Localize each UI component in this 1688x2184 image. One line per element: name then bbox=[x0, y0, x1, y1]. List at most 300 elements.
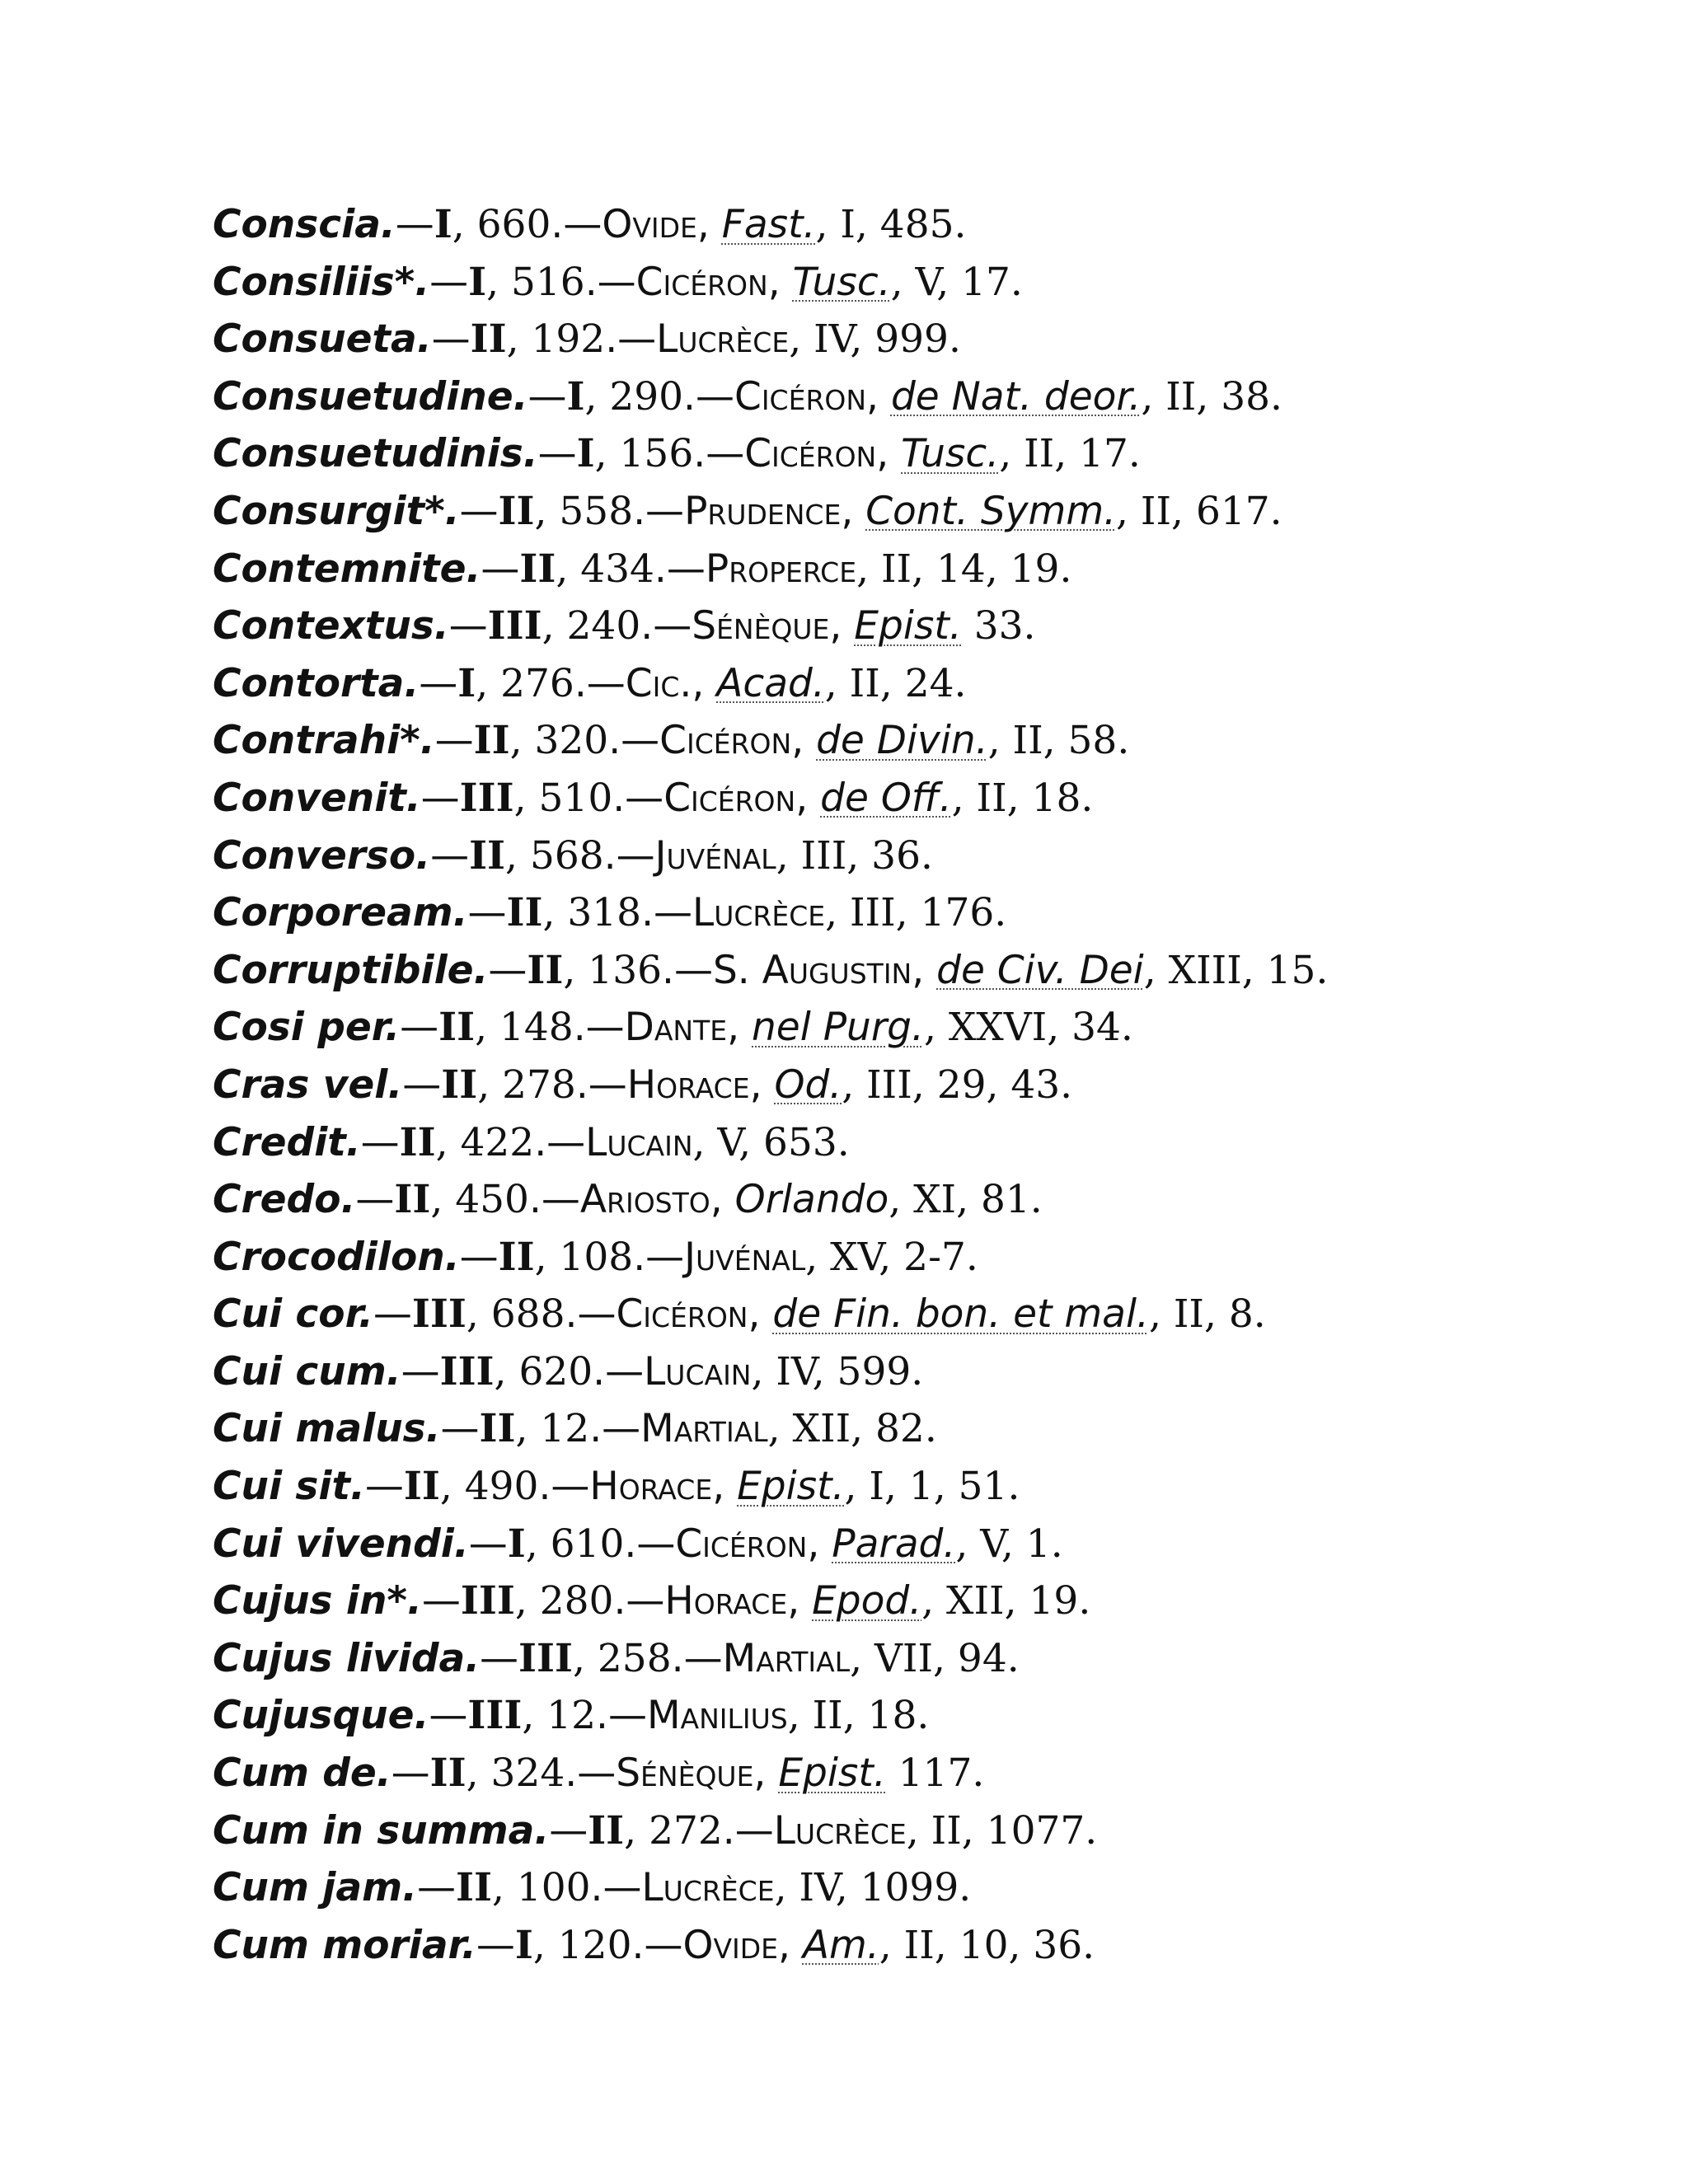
entry-keyword: Corruptibile. bbox=[213, 947, 489, 993]
period-dash-separator: .— bbox=[722, 1807, 774, 1854]
page-number: 568 bbox=[529, 832, 604, 879]
period-dash-separator: .— bbox=[574, 660, 626, 706]
comma-separator: , bbox=[452, 202, 477, 247]
author-name: Ovide bbox=[682, 1922, 779, 1968]
period-dash-separator: .— bbox=[654, 546, 706, 592]
author-name: Lucain bbox=[644, 1348, 752, 1394]
comma-separator: , bbox=[692, 660, 717, 706]
volume-number: I bbox=[576, 431, 595, 477]
comma-separator: , bbox=[466, 1750, 491, 1797]
comma-separator: , bbox=[491, 1865, 517, 1911]
period-dash-separator: .— bbox=[528, 1177, 580, 1223]
work-title-link[interactable]: de Nat. deor. bbox=[890, 373, 1142, 419]
volume-number: II bbox=[588, 1807, 625, 1854]
entry-keyword: Credit. bbox=[213, 1119, 361, 1165]
em-dash-separator: — bbox=[459, 1234, 499, 1280]
index-entry bbox=[213, 1171, 1614, 1229]
entry-keyword: Cum de. bbox=[213, 1750, 392, 1797]
entry-keyword: Conscia. bbox=[213, 202, 396, 247]
index-entry bbox=[213, 1859, 1614, 1917]
comma-separator: , bbox=[841, 488, 866, 534]
page-number: 280 bbox=[539, 1578, 614, 1624]
em-dash-separator: — bbox=[434, 718, 474, 764]
page-number: 320 bbox=[534, 718, 609, 764]
period-dash-separator: .— bbox=[613, 1578, 665, 1624]
page-number: 558 bbox=[559, 488, 634, 534]
em-dash-separator: — bbox=[459, 488, 499, 534]
em-dash-separator: — bbox=[360, 1119, 400, 1165]
comma-separator: , bbox=[563, 947, 588, 993]
author-name: Cicéron bbox=[616, 1291, 748, 1338]
reference-locator: , III, 176. bbox=[825, 890, 1007, 936]
comma-separator: , bbox=[584, 373, 610, 419]
em-dash-separator: — bbox=[364, 1464, 404, 1510]
work-title-link[interactable]: Acad. bbox=[716, 660, 825, 706]
comma-separator: , bbox=[506, 316, 532, 363]
entry-keyword: Cosi per. bbox=[213, 1005, 401, 1051]
entry-keyword: Cras vel. bbox=[213, 1062, 403, 1108]
volume-number: I bbox=[457, 660, 476, 706]
work-title-link[interactable]: Cont. Symm. bbox=[865, 488, 1117, 534]
work-title-link[interactable]: Epist. bbox=[737, 1464, 845, 1510]
volume-number: I bbox=[468, 259, 487, 305]
volume-number: III bbox=[518, 1635, 574, 1681]
index-entry bbox=[213, 1630, 1614, 1688]
reference-locator: , II, 58. bbox=[987, 718, 1130, 764]
reference-locator: , VII, 94. bbox=[850, 1635, 1020, 1681]
page-number: 490 bbox=[464, 1464, 539, 1510]
period-dash-separator: .— bbox=[565, 1750, 617, 1797]
entry-keyword: Cui sit. bbox=[213, 1464, 365, 1510]
em-dash-separator: — bbox=[430, 832, 470, 879]
entry-keyword: Cui cum. bbox=[213, 1348, 401, 1394]
comma-separator: , bbox=[710, 1177, 735, 1223]
index-entry bbox=[213, 598, 1614, 655]
em-dash-separator: — bbox=[440, 1406, 480, 1452]
volume-number: III bbox=[439, 1348, 495, 1394]
period-dash-separator: .— bbox=[683, 373, 734, 419]
work-title-link[interactable]: Tusc. bbox=[792, 259, 891, 305]
entry-keyword: Consueta. bbox=[213, 316, 432, 363]
comma-separator: , bbox=[439, 1464, 465, 1510]
index-entry bbox=[213, 541, 1614, 598]
reference-locator: , II, 18. bbox=[951, 775, 1094, 821]
entry-keyword: Consurgit*. bbox=[213, 488, 460, 534]
work-title-link[interactable]: nel Purg. bbox=[752, 1005, 924, 1051]
em-dash-separator: — bbox=[419, 660, 458, 706]
index-entry bbox=[213, 1229, 1614, 1286]
comma-separator: , bbox=[866, 373, 891, 419]
author-name: Lucrèce bbox=[773, 1807, 907, 1854]
comma-separator: , bbox=[829, 603, 855, 649]
page-number: 240 bbox=[566, 603, 641, 649]
page-number: 136 bbox=[588, 947, 663, 993]
volume-number: II bbox=[399, 1119, 436, 1165]
index-entry bbox=[213, 254, 1614, 312]
period-dash-separator: .— bbox=[641, 890, 693, 936]
period-dash-separator: .— bbox=[633, 488, 685, 534]
period-dash-separator: .— bbox=[640, 603, 692, 649]
comma-separator: , bbox=[514, 1578, 540, 1624]
entry-keyword: Cujus in*. bbox=[213, 1578, 422, 1624]
comma-separator: , bbox=[696, 202, 722, 247]
volume-number: II bbox=[498, 488, 535, 534]
comma-separator: , bbox=[486, 259, 511, 305]
page-number: 108 bbox=[559, 1234, 634, 1280]
author-name: Cicéron bbox=[675, 1521, 808, 1567]
comma-separator: , bbox=[876, 431, 902, 477]
index-entry bbox=[213, 1343, 1614, 1401]
volume-number: II bbox=[429, 1750, 467, 1797]
reference-locator: 33. bbox=[961, 603, 1036, 649]
index-entry bbox=[213, 425, 1614, 483]
author-name: Sénèque bbox=[692, 603, 830, 649]
author-name: Cicéron bbox=[663, 775, 796, 821]
author-name: Manilius bbox=[646, 1693, 788, 1739]
period-dash-separator: .— bbox=[590, 1865, 642, 1911]
period-dash-separator: .— bbox=[551, 202, 603, 247]
work-title-link[interactable]: Am. bbox=[802, 1922, 879, 1968]
em-dash-separator: — bbox=[401, 1348, 440, 1394]
comma-separator: , bbox=[556, 546, 581, 592]
volume-number: II bbox=[479, 1406, 516, 1452]
author-name: Cicéron bbox=[635, 259, 768, 305]
page-number: 148 bbox=[499, 1005, 574, 1051]
comma-separator: , bbox=[712, 1464, 738, 1510]
author-name: Cic. bbox=[625, 660, 692, 706]
volume-number: II bbox=[527, 947, 564, 993]
reference-locator: , II, 17. bbox=[999, 431, 1141, 477]
volume-number: II bbox=[519, 546, 556, 592]
period-dash-separator: .— bbox=[612, 775, 664, 821]
em-dash-separator: — bbox=[476, 1922, 515, 1968]
comma-separator: , bbox=[753, 1750, 779, 1797]
page-number: 100 bbox=[516, 1865, 591, 1911]
period-dash-separator: .— bbox=[633, 1234, 685, 1280]
index-entry bbox=[213, 483, 1614, 541]
reference-locator: , II, 18. bbox=[787, 1693, 930, 1739]
work-title: Orlando bbox=[734, 1177, 889, 1223]
page-number: 272 bbox=[649, 1807, 723, 1854]
volume-number: II bbox=[498, 1234, 535, 1280]
em-dash-separator: — bbox=[391, 1750, 430, 1797]
volume-number: I bbox=[566, 373, 585, 419]
em-dash-separator: — bbox=[480, 1635, 519, 1681]
comma-separator: , bbox=[435, 1119, 461, 1165]
author-name: Juvénal bbox=[684, 1234, 806, 1280]
comma-separator: , bbox=[727, 1005, 752, 1051]
comma-separator: , bbox=[505, 832, 530, 879]
comma-separator: , bbox=[749, 1062, 775, 1108]
period-dash-separator: .— bbox=[693, 431, 745, 477]
reference-locator: , V, 653. bbox=[692, 1119, 850, 1165]
em-dash-separator: — bbox=[481, 546, 520, 592]
em-dash-separator: — bbox=[448, 603, 488, 649]
entry-keyword: Consiliis*. bbox=[213, 259, 430, 305]
comma-separator: , bbox=[515, 1406, 541, 1452]
index-page bbox=[213, 196, 1614, 1974]
author-name: S. Augustin bbox=[712, 947, 912, 993]
index-entry bbox=[213, 770, 1614, 827]
page-number: 434 bbox=[580, 546, 654, 592]
reference-locator: , XV, 2-7. bbox=[805, 1234, 978, 1280]
entry-keyword: Cujusque. bbox=[213, 1693, 429, 1739]
period-dash-separator: .— bbox=[565, 1291, 617, 1338]
work-title-link[interactable]: Tusc. bbox=[901, 431, 1000, 477]
comma-separator: , bbox=[767, 259, 793, 305]
page-number: 324 bbox=[490, 1750, 565, 1797]
work-title-link[interactable]: Fast. bbox=[721, 202, 816, 247]
entry-keyword: Cum moriar. bbox=[213, 1922, 476, 1968]
volume-number: I bbox=[514, 1922, 533, 1968]
em-dash-separator: — bbox=[355, 1177, 395, 1223]
comma-separator: , bbox=[542, 890, 568, 936]
index-entry bbox=[213, 1745, 1614, 1802]
em-dash-separator: — bbox=[431, 316, 471, 363]
index-entry bbox=[213, 1516, 1614, 1573]
reference-locator: , III, 36. bbox=[776, 832, 933, 879]
em-dash-separator: — bbox=[467, 890, 507, 936]
comma-separator: , bbox=[522, 1693, 547, 1739]
comma-separator: , bbox=[430, 1177, 456, 1223]
index-entry bbox=[213, 999, 1614, 1057]
work-title-link[interactable]: de Divin. bbox=[816, 718, 988, 764]
em-dash-separator: — bbox=[421, 1578, 461, 1624]
comma-separator: , bbox=[542, 603, 567, 649]
index-entry bbox=[213, 1286, 1614, 1343]
author-name: Lucain bbox=[585, 1119, 693, 1165]
work-title-link[interactable]: de Off. bbox=[820, 775, 952, 821]
page-number: 12 bbox=[540, 1406, 590, 1452]
em-dash-separator: — bbox=[528, 373, 567, 419]
entry-keyword: Contemnite. bbox=[213, 546, 481, 592]
page-number: 12 bbox=[546, 1693, 597, 1739]
work-title-link[interactable]: Od. bbox=[774, 1062, 842, 1108]
index-entry bbox=[213, 655, 1614, 713]
volume-number: II bbox=[441, 1062, 478, 1108]
reference-locator: , XIII, 15. bbox=[1143, 947, 1329, 993]
comma-separator: , bbox=[532, 1922, 558, 1968]
author-name: Cicéron bbox=[659, 718, 792, 764]
index-entry bbox=[213, 368, 1614, 426]
page-number: 610 bbox=[550, 1521, 625, 1567]
author-name: Martial bbox=[640, 1406, 768, 1452]
reference-locator: , V, 17. bbox=[890, 259, 1023, 305]
author-name: Lucrèce bbox=[656, 316, 790, 363]
index-entry bbox=[213, 712, 1614, 770]
author-name: Lucrèce bbox=[692, 890, 826, 936]
reference-locator: , III, 29, 43. bbox=[842, 1062, 1073, 1108]
index-entry bbox=[213, 884, 1614, 942]
comma-separator: , bbox=[509, 718, 535, 764]
page-number: 278 bbox=[502, 1062, 576, 1108]
period-dash-separator: .— bbox=[534, 1119, 586, 1165]
author-name: Horace bbox=[664, 1578, 788, 1624]
entry-keyword: Converso. bbox=[213, 832, 431, 879]
entry-keyword: Cui cor. bbox=[213, 1291, 373, 1338]
em-dash-separator: — bbox=[488, 947, 528, 993]
comma-separator: , bbox=[594, 431, 620, 477]
citation-index-list bbox=[213, 196, 1614, 1974]
volume-number: III bbox=[467, 1693, 523, 1739]
volume-number: II bbox=[455, 1865, 492, 1911]
reference-locator: , V, 1. bbox=[955, 1521, 1063, 1567]
index-entry bbox=[213, 1114, 1614, 1172]
reference-locator: , XII, 19. bbox=[921, 1578, 1091, 1624]
page-number: 290 bbox=[609, 373, 684, 419]
volume-number: II bbox=[473, 718, 510, 764]
entry-keyword: Crocodilon. bbox=[213, 1234, 460, 1280]
entry-keyword: Credo. bbox=[213, 1177, 356, 1223]
entry-keyword: Corpoream. bbox=[213, 890, 468, 936]
entry-keyword: Cui vivendi. bbox=[213, 1521, 469, 1567]
reference-locator: , I, 485. bbox=[815, 202, 967, 247]
volume-number: II bbox=[470, 316, 507, 363]
reference-locator: , IV, 1099. bbox=[774, 1865, 972, 1911]
reference-locator: , II, 14, 19. bbox=[856, 546, 1072, 592]
page-number: 510 bbox=[538, 775, 613, 821]
comma-separator: , bbox=[534, 1234, 560, 1280]
period-dash-separator: .— bbox=[573, 1005, 625, 1051]
reference-locator: , II, 617. bbox=[1116, 488, 1282, 534]
page-number: 156 bbox=[619, 431, 694, 477]
author-name: Cicéron bbox=[734, 373, 867, 419]
comma-separator: , bbox=[624, 1807, 649, 1854]
page-number: 120 bbox=[557, 1922, 632, 1968]
reference-locator: , XXVI, 34. bbox=[923, 1005, 1133, 1051]
reference-locator: , XI, 81. bbox=[889, 1177, 1043, 1223]
period-dash-separator: .— bbox=[593, 1348, 645, 1394]
em-dash-separator: — bbox=[429, 1693, 468, 1739]
work-title-link[interactable]: Epod. bbox=[812, 1578, 922, 1624]
entry-keyword: Cum jam. bbox=[213, 1865, 417, 1911]
author-name: Ovide bbox=[602, 202, 697, 247]
volume-number: III bbox=[411, 1291, 467, 1338]
em-dash-separator: — bbox=[416, 1865, 456, 1911]
author-name: Martial bbox=[722, 1635, 851, 1681]
author-name: Cicéron bbox=[744, 431, 877, 477]
index-entry bbox=[213, 196, 1614, 254]
comma-separator: , bbox=[748, 1291, 773, 1338]
volume-number: II bbox=[394, 1177, 431, 1223]
reference-locator: , II, 10, 36. bbox=[879, 1922, 1095, 1968]
author-name: Ariosto bbox=[579, 1177, 710, 1223]
page-number: 276 bbox=[500, 660, 574, 706]
period-dash-separator: .— bbox=[671, 1635, 723, 1681]
comma-separator: , bbox=[534, 488, 560, 534]
comma-separator: , bbox=[525, 1521, 551, 1567]
period-dash-separator: .— bbox=[605, 316, 657, 363]
comma-separator: , bbox=[573, 1635, 598, 1681]
work-title-link[interactable]: Parad. bbox=[832, 1521, 956, 1567]
work-title-link[interactable]: Epist. bbox=[854, 603, 962, 649]
work-title-link[interactable]: Epist. bbox=[778, 1750, 886, 1797]
entry-keyword: Cujus livida. bbox=[213, 1635, 481, 1681]
entry-keyword: Cui malus. bbox=[213, 1406, 441, 1452]
author-name: Properce bbox=[705, 546, 857, 592]
index-entry bbox=[213, 1400, 1614, 1458]
author-name: Prudence bbox=[684, 488, 842, 534]
volume-number: II bbox=[438, 1005, 476, 1051]
period-dash-separator: .— bbox=[596, 1693, 647, 1739]
period-dash-separator: .— bbox=[584, 259, 636, 305]
period-dash-separator: .— bbox=[608, 718, 660, 764]
em-dash-separator: — bbox=[420, 775, 460, 821]
comma-separator: , bbox=[807, 1521, 832, 1567]
period-dash-separator: .— bbox=[603, 832, 655, 879]
volume-number: I bbox=[507, 1521, 526, 1567]
entry-keyword: Contextus. bbox=[213, 603, 449, 649]
em-dash-separator: — bbox=[402, 1062, 442, 1108]
comma-separator: , bbox=[494, 1348, 519, 1394]
comma-separator: , bbox=[476, 660, 501, 706]
author-name: Dante bbox=[624, 1005, 728, 1051]
comma-separator: , bbox=[513, 775, 539, 821]
entry-keyword: Convenit. bbox=[213, 775, 421, 821]
comma-separator: , bbox=[466, 1291, 491, 1338]
reference-locator: , II, 8. bbox=[1148, 1291, 1266, 1338]
em-dash-separator: — bbox=[373, 1291, 412, 1338]
period-dash-separator: .— bbox=[662, 947, 713, 993]
index-entry bbox=[213, 1687, 1614, 1745]
period-dash-separator: .— bbox=[631, 1922, 683, 1968]
page-number: 688 bbox=[490, 1291, 565, 1338]
page-number: 318 bbox=[567, 890, 642, 936]
work-title-link[interactable]: de Civ. Dei bbox=[936, 947, 1144, 993]
period-dash-separator: .— bbox=[575, 1062, 627, 1108]
index-entry bbox=[213, 1057, 1614, 1114]
comma-separator: , bbox=[787, 1578, 813, 1624]
em-dash-separator: — bbox=[400, 1005, 439, 1051]
reference-locator: , I, 1, 51. bbox=[844, 1464, 1020, 1510]
entry-keyword: Consuetudinis. bbox=[213, 431, 538, 477]
page-number: 258 bbox=[597, 1635, 672, 1681]
page-number: 450 bbox=[455, 1177, 529, 1223]
page-number: 422 bbox=[460, 1119, 535, 1165]
author-name: Sénèque bbox=[616, 1750, 754, 1797]
author-name: Horace bbox=[589, 1464, 713, 1510]
index-entry bbox=[213, 1917, 1614, 1975]
reference-locator: 117. bbox=[885, 1750, 985, 1797]
page-number: 620 bbox=[518, 1348, 593, 1394]
page-number: 192 bbox=[531, 316, 606, 363]
entry-keyword: Contorta. bbox=[213, 660, 420, 706]
comma-separator: , bbox=[795, 775, 821, 821]
comma-separator: , bbox=[912, 947, 937, 993]
volume-number: III bbox=[487, 603, 542, 649]
reference-locator: , II, 1077. bbox=[906, 1807, 1098, 1854]
entry-keyword: Consuetudine. bbox=[213, 373, 528, 419]
index-entry bbox=[213, 311, 1614, 368]
period-dash-separator: .— bbox=[538, 1464, 590, 1510]
volume-number: II bbox=[506, 890, 543, 936]
index-entry bbox=[213, 942, 1614, 1000]
volume-number: II bbox=[403, 1464, 440, 1510]
comma-separator: , bbox=[791, 718, 817, 764]
volume-number: III bbox=[460, 1578, 515, 1624]
work-title-link[interactable]: de Fin. bon. et mal. bbox=[772, 1291, 1149, 1338]
volume-number: II bbox=[469, 832, 506, 879]
entry-keyword: Cum in summa. bbox=[213, 1807, 550, 1854]
comma-separator: , bbox=[477, 1062, 503, 1108]
author-name: Horace bbox=[626, 1062, 750, 1108]
index-entry bbox=[213, 1802, 1614, 1860]
index-entry bbox=[213, 827, 1614, 885]
volume-number: III bbox=[459, 775, 514, 821]
reference-locator: , II, 24. bbox=[824, 660, 967, 706]
reference-locator: , IV, 999. bbox=[789, 316, 961, 363]
reference-locator: , II, 38. bbox=[1141, 373, 1282, 419]
